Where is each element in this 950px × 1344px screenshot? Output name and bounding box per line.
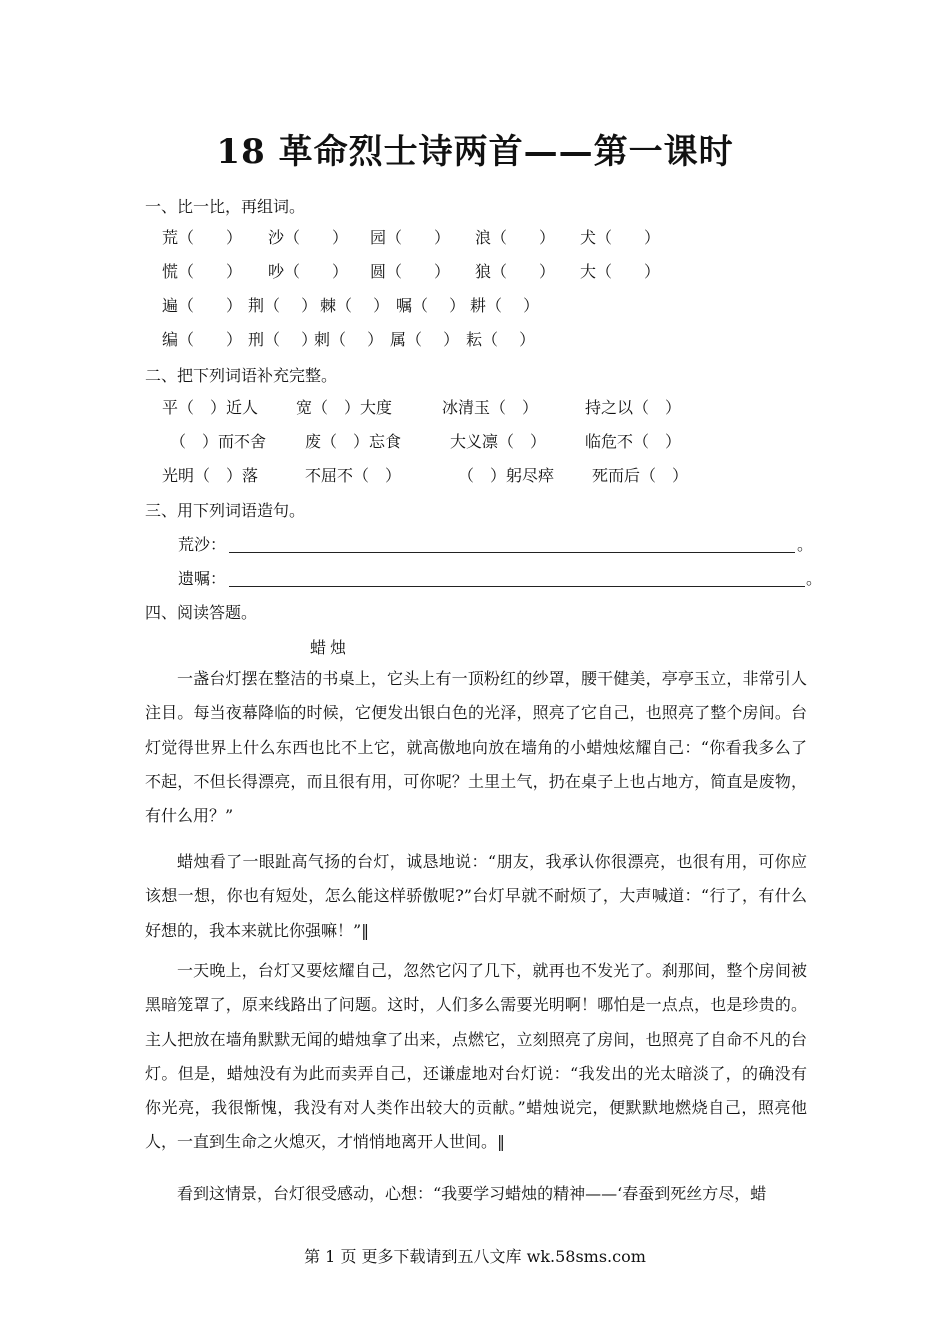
idiom-cell: 临危不（ ） <box>585 432 682 451</box>
sentence-label: 遗嘱： <box>178 569 227 588</box>
word-pair-cell: 狼（ ） <box>475 262 556 281</box>
idiom-cell: 平（ ）近人 <box>162 398 259 417</box>
word-pair-cell: 圆（ ） <box>370 262 451 281</box>
idiom-cell: 死而后（ ） <box>592 466 689 485</box>
idiom-cell: 持之以（ ） <box>585 398 682 417</box>
word-pair-cell: 慌（ ） <box>162 262 243 281</box>
story-paragraph: 看到这情景，台灯很受感动，心想：“我要学习蜡烛的精神——‘春蚕到死丝方尽，蜡 <box>177 1184 767 1203</box>
sentence-end: 。 <box>797 535 814 554</box>
idiom-cell: 光明（ ）落 <box>162 466 259 485</box>
section-2-heading: 二、把下列词语补充完整。 <box>145 366 338 385</box>
answer-line[interactable] <box>229 552 795 553</box>
word-pair-cell: 刑（ ） <box>248 330 318 349</box>
page-footer: 第 1 页 更多下载请到五八文库 wk.58sms.com <box>304 1247 646 1266</box>
story-paragraph: 蜡烛看了一眼趾高气扬的台灯，诚恳地说：“朋友，我承认你很漂亮，也很有用，可你应该想一想，你也有短处，怎么能这样骄傲呢?”台灯早就不耐烦了，大声喊道：“行了，有什么好想的，我本来就比你强嘛！”‖ <box>145 852 807 940</box>
idiom-cell: 废（ ）忘食 <box>305 432 402 451</box>
idiom-cell: （ ）而不舍 <box>170 432 267 451</box>
word-pair-cell: 属（ ） <box>390 330 460 349</box>
word-pair-cell: 编（ ） <box>162 330 243 349</box>
section-3-heading: 三、用下列词语造句。 <box>145 501 306 520</box>
story-paragraph: 一天晚上，台灯又要炫耀自己，忽然它闪了几下，就再也不发光了。刹那间，整个房间被黑暗笼罩了，原来线路出了问题。这时，人们多么需要光明啊！哪怕是一点点，也是珍贵的。主人把放在墙角默默无闻的蜡烛拿了出来，点燃它，立刻照亮了房间，也照亮了自命不凡的台灯。但是，蜡烛没有为此而卖弄自己，还谦虚地对台灯说：“我发出的光太暗淡了，的确没有你光亮，我很惭愧，我没有对人类作出较大的贡献。”蜡烛说完，便默默地燃烧自己，照亮他人，一直到生命之火熄灭，才悄悄地离开人世间。‖ <box>145 961 807 1152</box>
word-pair-cell: 浪（ ） <box>475 228 556 247</box>
sentence-label: 荒沙： <box>178 535 227 554</box>
word-pair-cell: 荆（ ） <box>248 296 318 315</box>
idiom-cell: （ ）躬尽瘁 <box>458 466 555 485</box>
word-pair-cell: 犬（ ） <box>580 228 661 247</box>
story-paragraph: 一盏台灯摆在整洁的书桌上，它头上有一顶粉红的纱罩，腰干健美，亭亭玉立，非常引人注目。每当夜幕降临的时候，它便发出银白色的光泽，照亮了它自己，也照亮了整个房间。台灯觉得世界上什么东西也比不上它，就高傲地向放在墙角的小蜡烛炫耀自己：“你看我多么了不起，不但长得漂亮，而且很有用，可你呢？土里土气，扔在桌子上也占地方，简直是废物，有什么用？” <box>145 669 807 826</box>
word-pair-cell: 嘱（ ） <box>396 296 466 315</box>
story-title: 蜡烛 <box>310 638 351 657</box>
word-pair-cell: 沙（ ） <box>268 228 349 247</box>
word-pair-cell: 棘（ ） <box>320 296 390 315</box>
word-pair-cell: 刺（ ） <box>314 330 384 349</box>
answer-line[interactable] <box>229 586 805 587</box>
word-pair-cell: 大（ ） <box>580 262 661 281</box>
section-1-heading: 一、比一比，再组词。 <box>145 197 306 216</box>
page-title: 18 革命烈士诗两首——第一课时 <box>216 132 734 172</box>
word-pair-cell: 吵（ ） <box>268 262 349 281</box>
sentence-end: 。 <box>806 569 823 588</box>
word-pair-cell: 遍（ ） <box>162 296 243 315</box>
word-pair-cell: 耕（ ） <box>470 296 540 315</box>
idiom-cell: 宽（ ）大度 <box>296 398 393 417</box>
word-pair-cell: 园（ ） <box>370 228 451 247</box>
section-4-heading: 四、阅读答题。 <box>145 603 258 622</box>
idiom-cell: 冰清玉（ ） <box>442 398 539 417</box>
idiom-cell: 不屈不（ ） <box>305 466 402 485</box>
word-pair-cell: 耘（ ） <box>466 330 536 349</box>
word-pair-cell: 荒（ ） <box>162 228 243 247</box>
idiom-cell: 大义凛（ ） <box>450 432 547 451</box>
